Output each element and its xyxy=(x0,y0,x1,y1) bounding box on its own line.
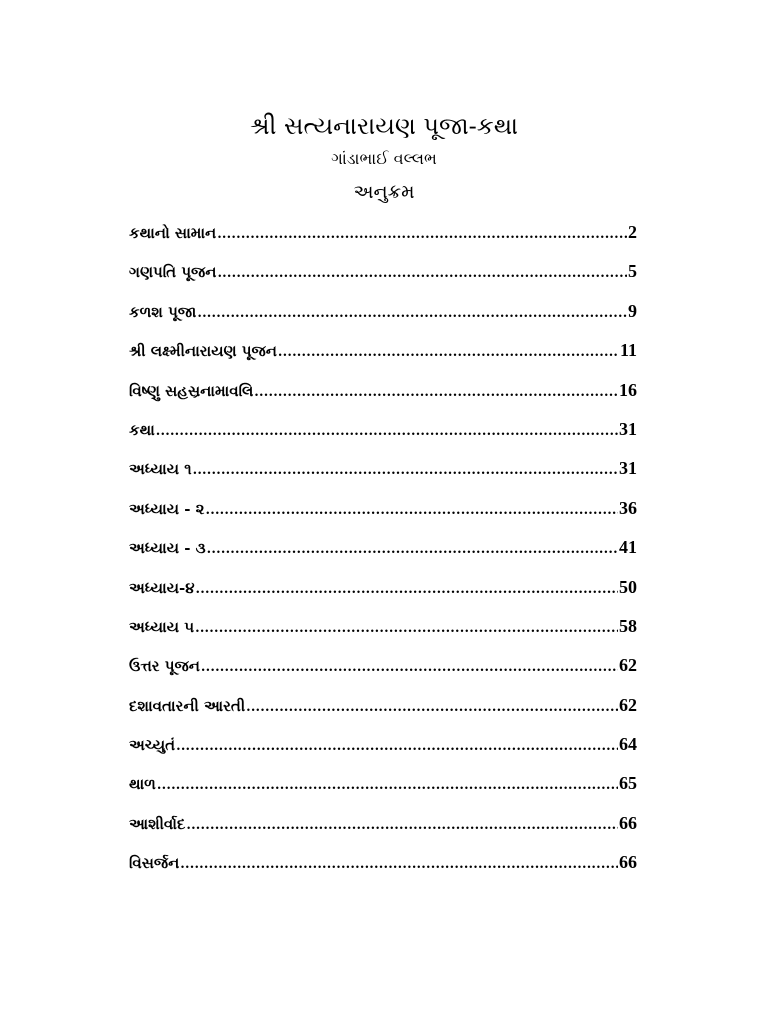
toc-entry[interactable] xyxy=(129,297,637,336)
toc-entry-page: 65 xyxy=(619,773,637,794)
toc-dot-leader xyxy=(206,497,619,525)
toc-entry-page: 58 xyxy=(619,615,637,636)
toc-dot-leader xyxy=(195,615,618,643)
toc-entry[interactable] xyxy=(129,218,637,257)
toc-entry-label: અધ્યાય ૧ xyxy=(129,460,192,479)
toc-entry-label: દશાવતારની આરતી xyxy=(129,696,246,715)
toc-entry-label: અચ્યુતં xyxy=(129,736,176,755)
toc-entry-page: 9 xyxy=(628,300,637,321)
toc-dot-leader xyxy=(176,733,618,761)
toc-entry-page: 66 xyxy=(619,852,637,873)
toc-entry[interactable] xyxy=(129,612,637,651)
toc-entry-page: 66 xyxy=(619,812,637,833)
toc-entry[interactable] xyxy=(129,533,637,572)
toc-dot-leader xyxy=(254,379,618,407)
document-author: ગાંડાભાઈ વલ્લભ xyxy=(331,149,437,168)
toc-entry-page: 31 xyxy=(619,418,637,439)
toc-entry-page: 16 xyxy=(619,379,637,400)
toc-entry-label: કથાનો સામાન xyxy=(129,224,217,242)
toc-entry[interactable] xyxy=(129,257,637,296)
toc-entry-label: થાળ xyxy=(129,775,156,794)
toc-entry[interactable] xyxy=(129,494,637,533)
toc-entry[interactable] xyxy=(129,573,637,612)
toc-entry-label: કળશ પૂજા xyxy=(129,302,197,321)
toc-entry[interactable] xyxy=(129,809,637,848)
toc-entry-label: ઉત્તર પૂજન xyxy=(129,657,200,676)
toc-entry-page: 41 xyxy=(619,537,637,558)
toc-entry-label: ગણપતિ પૂજન xyxy=(129,263,217,282)
toc-entry[interactable] xyxy=(129,336,637,375)
toc-dot-leader xyxy=(197,300,627,328)
toc-entry[interactable] xyxy=(129,769,637,808)
toc-dot-leader xyxy=(207,536,618,564)
toc-dot-leader xyxy=(278,339,619,367)
toc-entry-page: 2 xyxy=(628,222,637,242)
toc-entry[interactable] xyxy=(129,376,637,415)
document-title: શ્રી સત્યનારાયણ પૂજા-કથા xyxy=(249,112,519,140)
toc-entry-page: 5 xyxy=(628,261,637,282)
toc-entry-page: 64 xyxy=(619,734,637,755)
toc-entry-label: અધ્યાય ૫ xyxy=(129,617,195,636)
toc-entry-label: વિષ્ણુ સહસ્રનામાવલિ xyxy=(129,381,254,400)
toc-entry-page: 62 xyxy=(619,655,637,676)
toc-entry-label: આશીર્વાદ xyxy=(129,814,186,833)
toc-entry-page: 11 xyxy=(619,340,637,361)
toc-entry[interactable] xyxy=(129,730,637,769)
toc-entry-page: 31 xyxy=(619,458,637,479)
toc-entry-label: અધ્યાય - ૨ xyxy=(129,499,205,518)
toc-entry[interactable] xyxy=(129,415,637,454)
toc-entry-label: અધ્યાય-૪ xyxy=(129,578,195,597)
toc-dot-leader xyxy=(180,851,618,879)
toc-entry[interactable] xyxy=(129,691,637,730)
toc-dot-leader xyxy=(217,221,627,249)
toc-entry-page: 62 xyxy=(619,694,637,715)
toc-entry[interactable] xyxy=(129,651,637,690)
toc-entry-label: શ્રી લક્ષ્મીનારાયણ પૂજન xyxy=(129,342,277,361)
toc-heading: અનુક્રમ xyxy=(353,181,415,203)
toc-dot-leader xyxy=(196,576,618,604)
toc-entry-label: કથા xyxy=(129,420,155,439)
toc-dot-leader xyxy=(246,694,618,722)
toc-entry-label: વિસર્જન xyxy=(129,854,180,873)
toc-entry-page: 50 xyxy=(619,576,637,597)
toc-entry[interactable] xyxy=(129,454,637,493)
toc-entry-label: અધ્યાય - ૩ xyxy=(129,539,206,558)
toc-dot-leader xyxy=(217,260,627,288)
toc-dot-leader xyxy=(157,772,618,800)
table-of-contents xyxy=(129,218,637,888)
toc-dot-leader xyxy=(156,418,618,446)
toc-entry-page: 36 xyxy=(619,497,637,518)
toc-dot-leader xyxy=(193,457,618,485)
toc-dot-leader xyxy=(201,654,618,682)
toc-entry[interactable] xyxy=(129,848,637,887)
toc-dot-leader xyxy=(186,812,618,840)
